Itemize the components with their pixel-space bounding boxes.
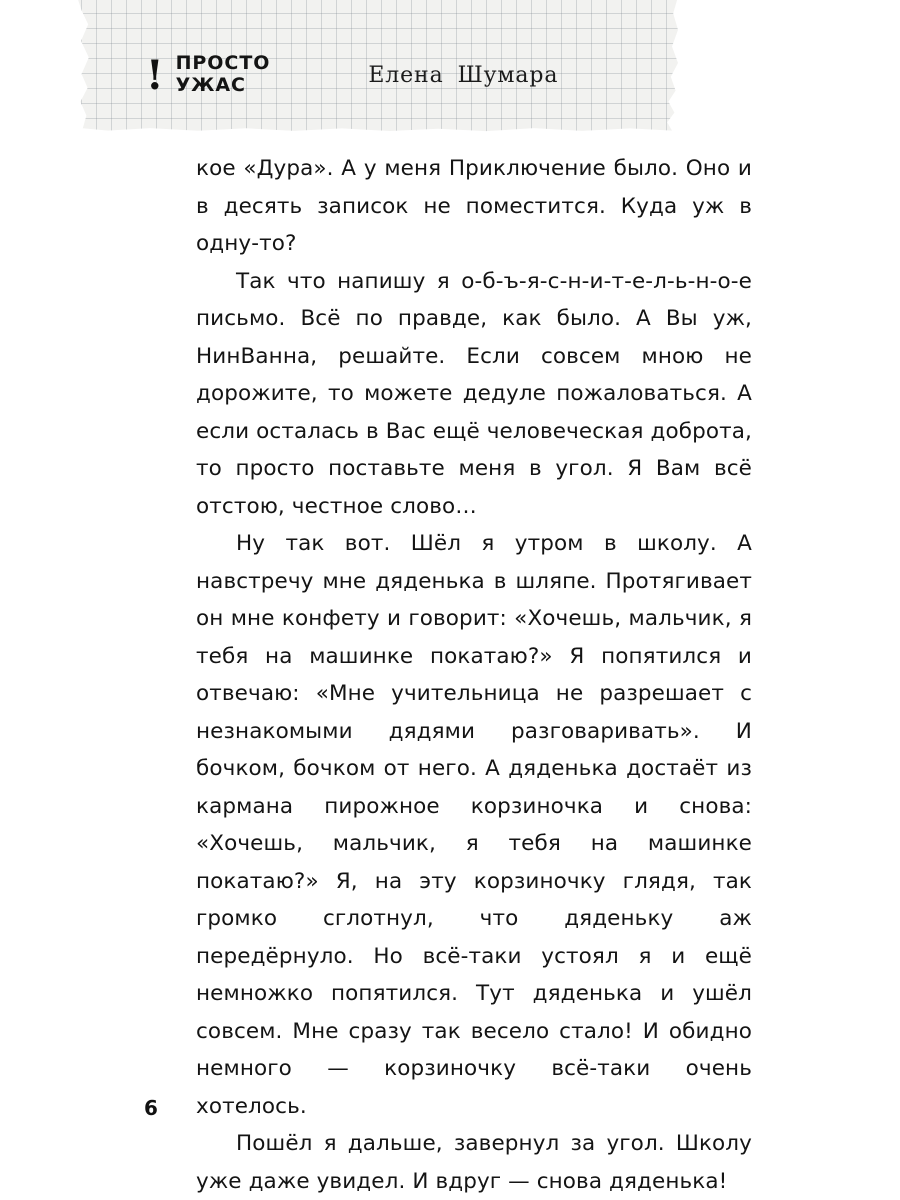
author-last-name: Шумара bbox=[457, 62, 559, 88]
paragraph: Пошёл я дальше, завернул за угол. Школу уже даже увидел. И вдруг — снова дяденька! bbox=[196, 1131, 752, 1194]
series-logo-text bbox=[176, 52, 271, 97]
exclamation-icon: ! bbox=[146, 52, 164, 99]
paragraph: кое «Дура». А у меня Приключение было. Оно и в десять записок не поместится. Куда уж в одну-то? bbox=[196, 156, 752, 256]
series-logo bbox=[146, 52, 270, 97]
page-header bbox=[78, 0, 678, 132]
series-logo-line-1: ПРОСТО bbox=[175, 51, 271, 74]
page-number: 6 bbox=[144, 1096, 158, 1120]
author-name bbox=[368, 63, 558, 88]
paragraph: Ну так вот. Шёл я утром в школу. А навстречу мне дяденька в шляпе. Протягивает он мне конфету и говорит: «Хочешь, мальчик, я тебя на машинке покатаю?» Я попятился и отвечаю: «Мне учительница не разрешает с незнакомыми дядями разговаривать». И бочком, бочком от него. А дяденька достаёт из кармана пирожное корзиночка и снова: «Хочешь, мальчик, я тебя на машинке покатаю?» Я, на эту корзиночку глядя, так громко сглотнул, что дяденьку аж передёрнуло. Но всё-таки устоял я и ещё немножко попятился. Тут дяденька и ушёл совсем. Мне сразу так весело стало! И обидно немного — корзиночку всё-таки очень хотелось. bbox=[196, 531, 752, 1119]
paragraph: Так что напишу я о-б-ъ-я-с-н-и-т-е-л-ь-н-о-е письмо. Всё по правде, как было. А Вы уж, НинВанна, решайте. Если совсем мною не дорожите, то можете дедуле пожаловаться. А если осталась в Вас ещё человеческая доброта, то просто поставьте меня в угол. Я Вам всё отстою, честное слово… bbox=[196, 268, 752, 519]
header-content bbox=[78, 0, 678, 132]
series-logo-line-2: УЖАС bbox=[175, 74, 246, 96]
body-text bbox=[196, 150, 752, 1200]
author-first-name: Елена bbox=[368, 62, 444, 88]
